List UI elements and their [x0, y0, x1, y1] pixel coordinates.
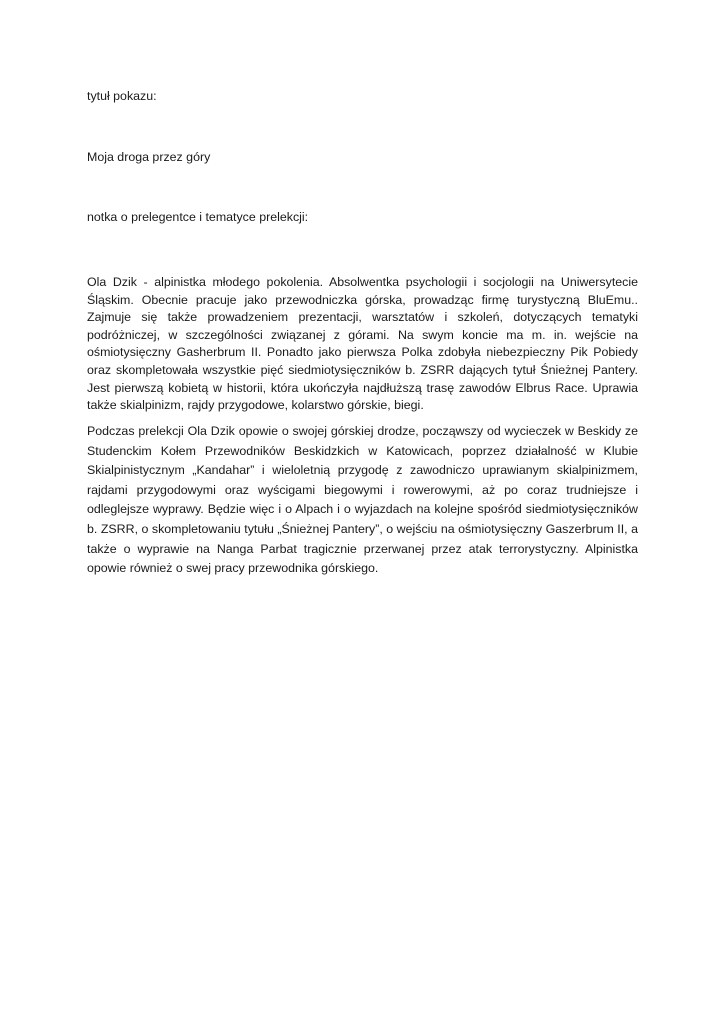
show-title-label: tytuł pokazu: — [87, 89, 157, 103]
note-label: notka o prelegentce i tematyce prelekcji: — [87, 210, 309, 224]
lecture-topic-paragraph: Podczas prelekcji Ola Dzik opowie o swojej górskiej drodze, począwszy od wycieczek w Beskidy ze Studenckim Kołem Przewodników Beskidzkich w Katowicach, poprzez działalność w Klubie Skialpinistycznym „Kandahar” i wieloletnią przygodę z zawodniczo uprawianym skialpinizmem, rajdami przygodowymi oraz wyścigami biegowymi i rowerowymi, aż po coraz trudniejsze i odleglejsze wyprawy. Będzie więc i o Alpach i o wyjazdach na kolejne spośród siedmiotysięczników b. ZSRR, o skompletowaniu tytułu „Śnieżnej Pantery”, o wejściu na ośmiotysięczny Gaszerbrum II, a także o wyprawie na Nanga Parbat tragicznie przerwanej przez atak terrorystyczny. Alpinistka opowie również o swej pracy przewodnika górskiego. — [87, 424, 638, 576]
speaker-bio-paragraph: Ola Dzik - alpinistka młodego pokolenia. Absolwentka psychologii i socjologii na Uniwersytecie Śląskim. Obecnie pracuje jako przewodniczka górska, prowadząc firmę turystyczną BluEmu.. Zajmuje się także prowadzeniem prezentacji, warsztatów i szkoleń, dotyczących tematyki podróżniczej, w szczególności związanej z górami. Na swym koncie ma m. in. wejście na ośmiotysięczny Gasherbrum II. Ponadto jako pierwsza Polka zdobyła niebezpieczny Pik Pobiedy oraz skompletowała wszystkie pięć siedmiotysięczników b. ZSRR dających tytuł Śnieżnej Pantery. Jest pierwszą kobietą w historii, która ukończyła najdłuższą trasę zawodów Elbrus Race. Uprawia także skialpinizm, rajdy przygodowe, kolarstwo górskie, biegi. — [87, 275, 638, 413]
show-title: Moja droga przez góry — [87, 150, 211, 164]
